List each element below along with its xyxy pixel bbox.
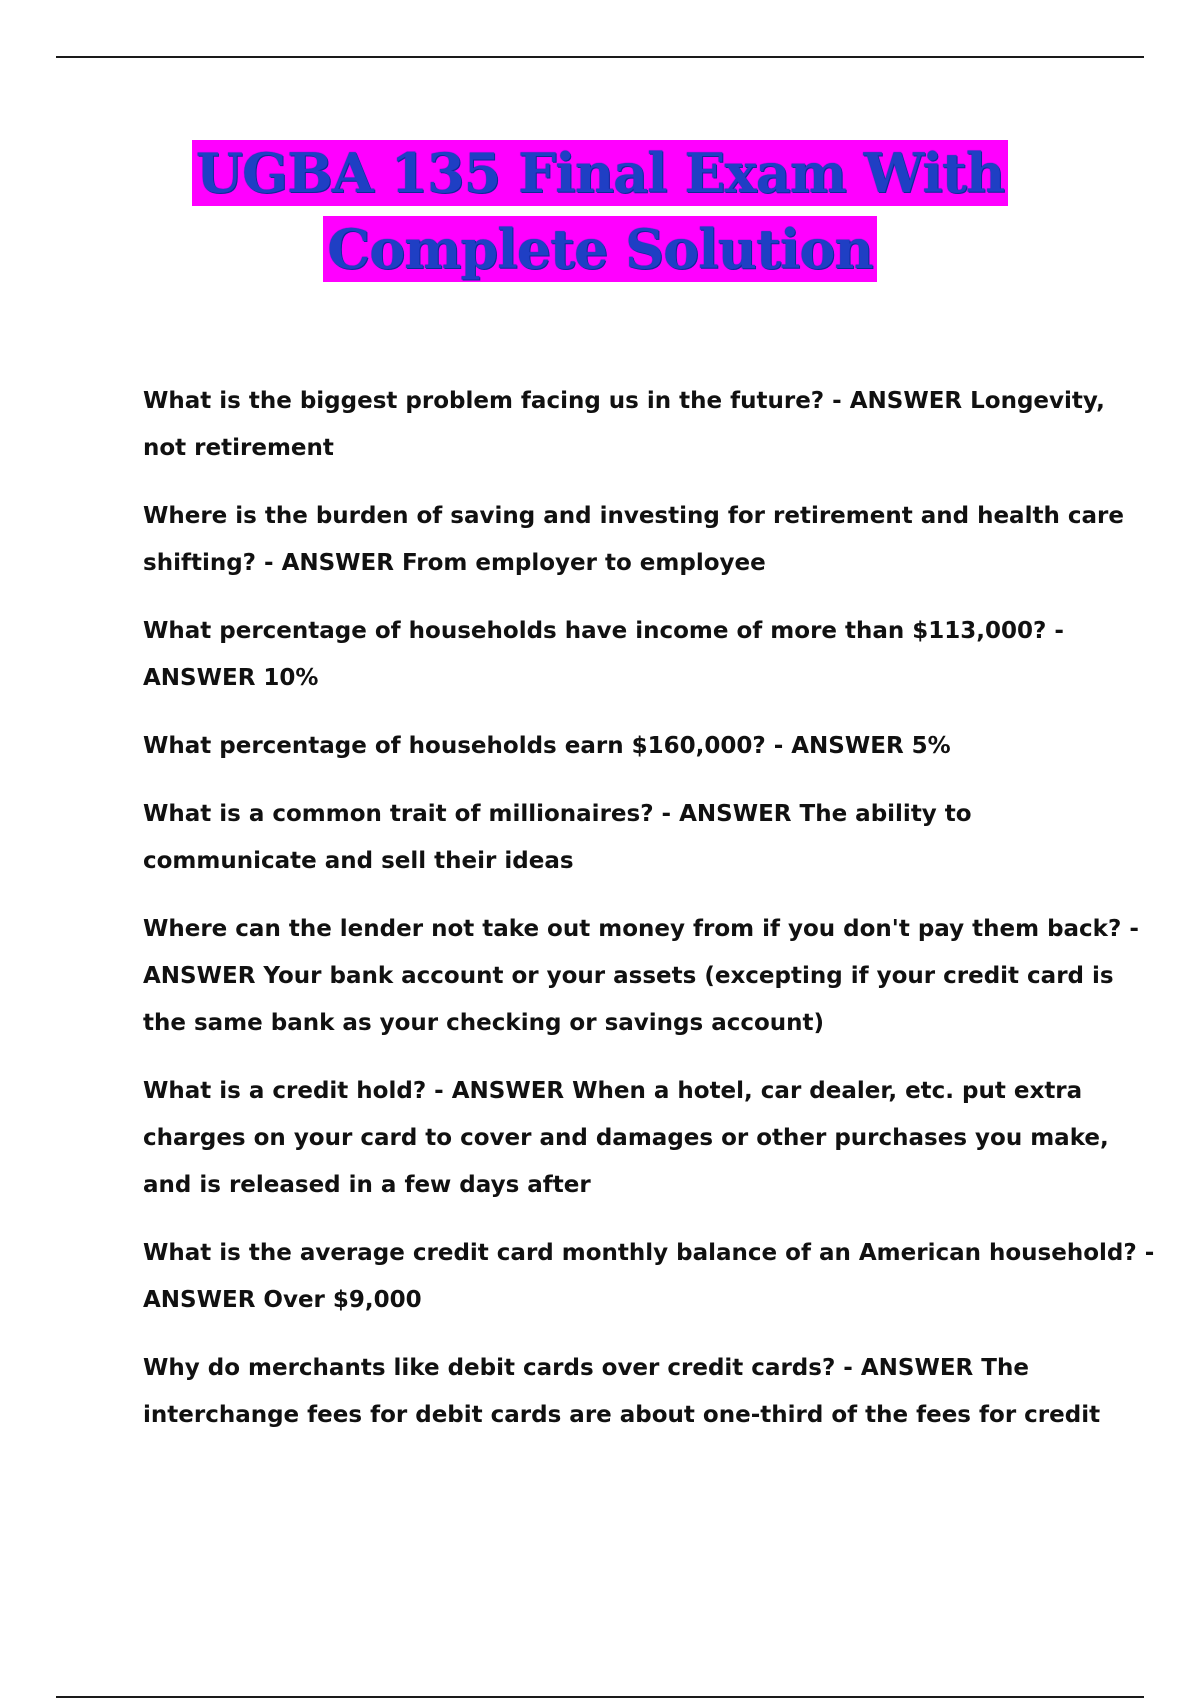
qa-line: What is a common trait of millionaires? - ANSWER The ability to	[143, 801, 972, 827]
qa-list	[143, 378, 1155, 1460]
qa-item	[143, 608, 1103, 702]
title-line-1: UGBA 135 Final Exam With	[192, 140, 1008, 206]
qa-line: ANSWER Your bank account or your assets (excepting if your credit card is	[143, 963, 1114, 989]
header-rule	[56, 56, 1144, 58]
qa-line: What is a credit hold? - ANSWER When a hotel, car dealer, etc. put extra	[143, 1078, 1083, 1104]
qa-line: ANSWER 10%	[143, 665, 319, 691]
qa-line: Where is the burden of saving and investing for retirement and health care	[143, 503, 1124, 529]
qa-item	[143, 493, 1124, 587]
qa-line: What is the biggest problem facing us in the future? - ANSWER Longevity,	[143, 388, 1105, 414]
qa-line: interchange fees for debit cards are about one-third of the fees for credit	[143, 1402, 1101, 1428]
qa-line: and is released in a few days after	[143, 1172, 591, 1198]
qa-item	[143, 1068, 1109, 1209]
qa-line: What percentage of households earn $160,000? - ANSWER 5%	[143, 733, 951, 759]
title-line-2: Complete Solution	[323, 216, 876, 282]
qa-line: charges on your card to cover and damages or other purchases you make,	[143, 1125, 1109, 1151]
qa-item	[143, 1230, 1155, 1324]
qa-line: Why do merchants like debit cards over credit cards? - ANSWER The	[143, 1355, 1029, 1381]
qa-line: What is the average credit card monthly balance of an American household? -	[143, 1240, 1155, 1266]
qa-line: shifting? - ANSWER From employer to employee	[143, 550, 766, 576]
qa-line: What percentage of households have income of more than $113,000? -	[143, 618, 1064, 644]
qa-item	[143, 723, 1103, 770]
qa-item	[143, 1345, 1103, 1439]
qa-line: communicate and sell their ideas	[143, 848, 574, 874]
qa-item	[143, 791, 1103, 885]
qa-item	[143, 906, 1139, 1047]
qa-line: the same bank as your checking or savings account)	[143, 1010, 825, 1036]
qa-item	[143, 378, 1103, 472]
qa-line: not retirement	[143, 435, 334, 461]
document-title	[0, 140, 1200, 282]
footer-rule	[56, 1696, 1144, 1698]
qa-line: ANSWER Over $9,000	[143, 1287, 422, 1313]
qa-line: Where can the lender not take out money from if you don't pay them back? -	[143, 916, 1139, 942]
